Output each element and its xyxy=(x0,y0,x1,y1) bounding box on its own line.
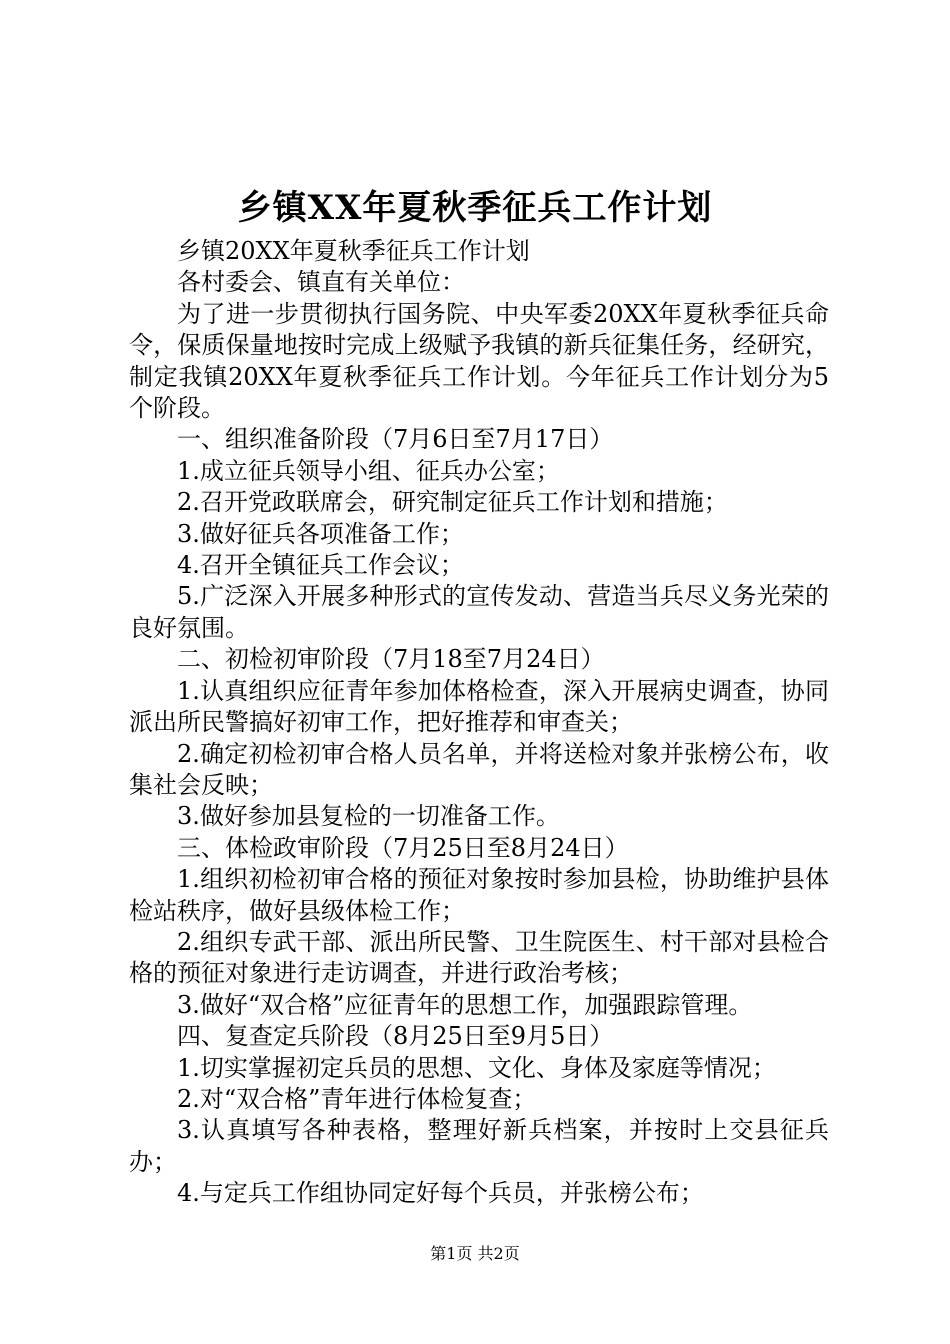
list-item: 1.认真组织应征青年参加体格检查，深入开展病史调查，协同派出所民警搞好初审工作，把好推荐和审查关； xyxy=(129,676,829,737)
list-item: 2.确定初检初审合格人员名单，并将送检对象并张榜公布，收集社会反映； xyxy=(129,739,829,799)
list-item: 1.成立征兵领导小组、征兵办公室； xyxy=(177,456,560,485)
paragraph: 为了进一步贯彻执行国务院、中央军委20XX年夏秋季征兵命令，保质保量地按时完成上级赋予我镇的新兵征集任务，经研究，制定我镇20XX年夏秋季征兵工作计划。今年征兵工作计划分为5个阶段。 xyxy=(129,299,829,423)
list-item: 2.对“双合格”青年进行体检复查； xyxy=(177,1084,537,1113)
section-heading: 三、体检政审阶段（7月25日至8月24日） xyxy=(177,833,629,862)
list-item: 5.广泛深入开展多种形式的宣传发动、营造当兵尽义务光荣的良好氛围。 xyxy=(129,582,829,642)
list-item: 3.做好征兵各项准备工作； xyxy=(177,519,464,548)
document-title: 乡镇XX年夏秋季征兵工作计划 xyxy=(237,188,713,228)
list-item: 1.切实掌握初定兵员的思想、文化、身体及家庭等情况； xyxy=(177,1053,776,1082)
list-item: 2.召开党政联席会，研究制定征兵工作计划和措施； xyxy=(177,488,728,517)
page-number-footer: 第1页 共2页 xyxy=(430,1244,520,1263)
section-heading: 二、初检初审阶段（7月18至7月24日） xyxy=(177,645,605,674)
section-heading: 一、组织准备阶段（7月6日至7月17日） xyxy=(177,425,614,454)
paragraph: 各村委会、镇直有关单位： xyxy=(177,268,465,297)
list-item: 2.组织专武干部、派出所民警、卫生院医生、村干部对县检合格的预征对象进行走访调查，并进行政治考核； xyxy=(129,927,829,988)
list-item: 3.认真填写各种表格，整理好新兵档案，并按时上交县征兵办； xyxy=(129,1116,829,1176)
list-item: 3.做好“双合格”应征青年的思想工作，加强跟踪管理。 xyxy=(177,990,753,1019)
section-heading: 四、复查定兵阶段（8月25日至9月5日） xyxy=(177,1022,614,1051)
list-item: 4.与定兵工作组协同定好每个兵员，并张榜公布； xyxy=(177,1179,704,1208)
list-item: 3.做好参加县复检的一切准备工作。 xyxy=(177,802,560,831)
paragraph: 乡镇20XX年夏秋季征兵工作计划 xyxy=(177,237,530,265)
document-body xyxy=(129,236,829,1210)
list-item: 4.召开全镇征兵工作会议； xyxy=(177,551,464,580)
list-item: 1.组织初检初审合格的预征对象按时参加县检，协助维护县体检站秩序，做好县级体检工作； xyxy=(129,865,829,925)
